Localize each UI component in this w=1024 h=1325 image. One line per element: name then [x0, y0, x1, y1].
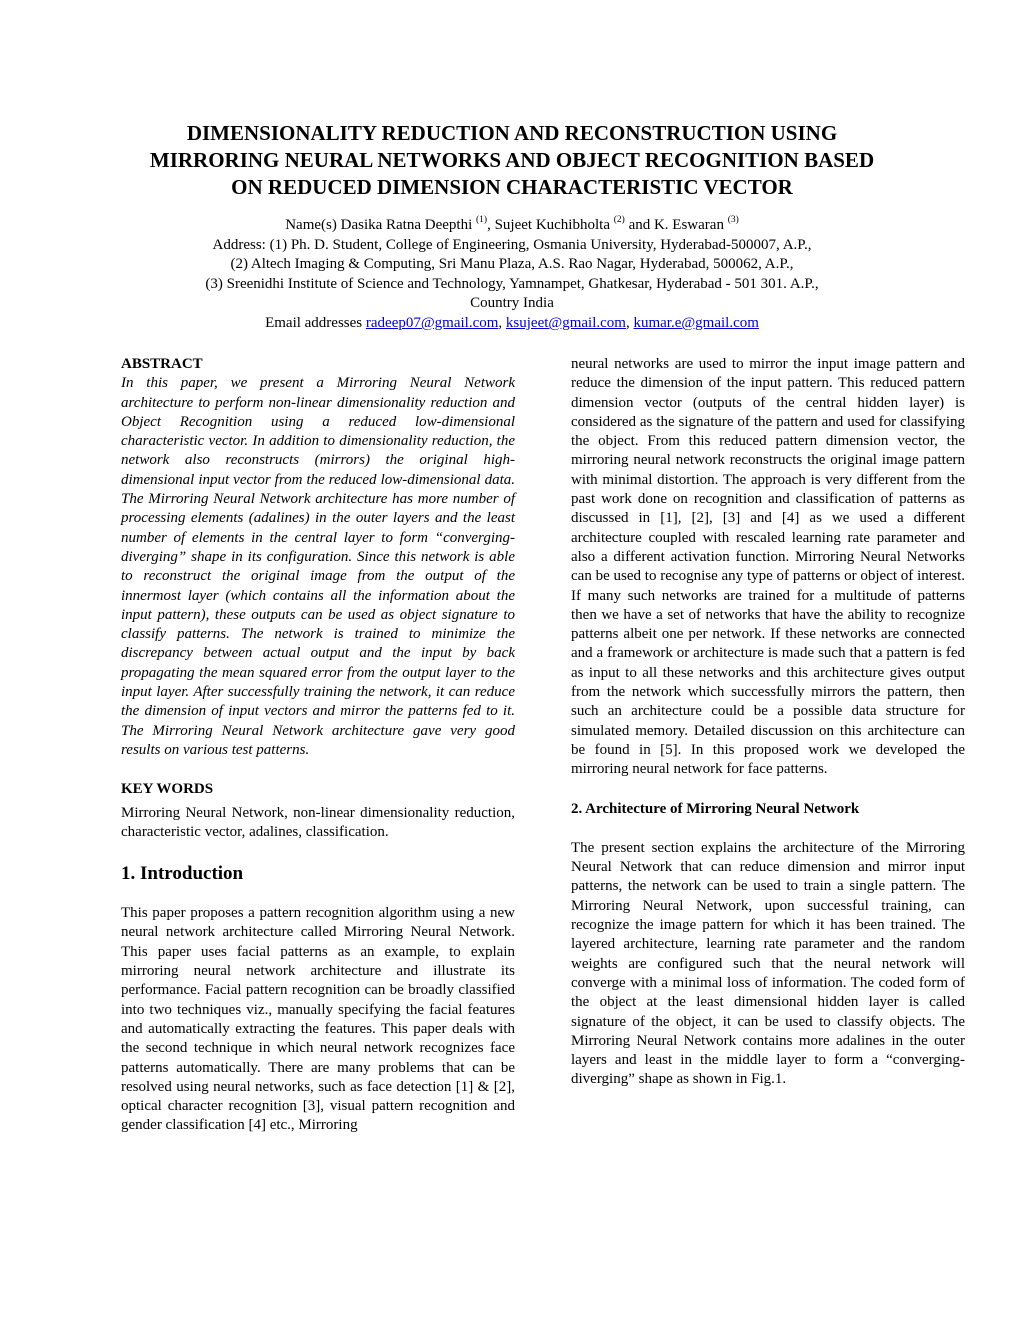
introduction-text: This paper proposes a pattern recognition algorithm using a new neural network architecture called Mirroring Neural Network. This paper uses facial patterns as an example, to explain mirroring neural network architecture and illustrate its performance. Facial pattern recognition can be broadly classified into two techniques viz., manually specifying the facial features and automatically extracting the features. This paper deals with the second technique in which neural network recognizes face patterns automatically. There are many problems that can be resolved using neural networks, such as face detection [1] & [2], optical character recognition [3], visual pattern recognition and gender classification [4] etc., Mirroring	[121, 905, 515, 1134]
address-line: Address: (1) Ph. D. Student, College of Engineering, Osmania University, Hyderabad-500007, A.P.,	[212, 236, 812, 253]
email-link-3[interactable]: kumar.e@gmail.com	[633, 314, 759, 331]
introduction-continuation: neural networks are used to mirror the input image pattern and reduce the dimension of the input pattern. This reduced pattern dimension vector (outputs of the central hidden layer) is considered as the signature of the pattern and used for classifying the object. From this reduced pattern dimension vector, the mirroring neural network reconstructs the original image pattern with minimal distortion. The approach is very different from the past work done on recognition and classification of patterns as discussed in [1], [2], [3] and [4] as we used a different architecture coupled with rescaled learning rate parameter and also a different activation function. Mirroring Neural Networks can be used to recognise any type of patterns or object of interest. If many such networks are trained for a multitude of patterns then we have a set of networks that have the ability to recognize patterns albeit one per network. If these networks are connected and a framework or architecture is made such that a pattern is fed as input to all these networks and this architecture gives output from the network which successfully mirrors the pattern, then such an architecture could be a possible data structure for simulated memory. Detailed discussion on this architecture can be found in [5]. In this proposed work we developed the mirroring neural network for face patterns.	[571, 356, 965, 778]
affiliation-mark-2: (2)	[613, 215, 625, 225]
abstract-heading: ABSTRACT	[121, 356, 203, 372]
email-link-2[interactable]: ksujeet@gmail.com	[505, 314, 626, 331]
email-line	[60, 314, 964, 334]
author-2: , Sujeet Kuchibholta	[487, 217, 610, 233]
keywords-heading: KEY WORDS	[121, 781, 214, 798]
email-separator: ,	[625, 314, 634, 331]
affiliation-mark-3: (3)	[727, 215, 739, 225]
paper-title	[100, 120, 924, 201]
email-link-1[interactable]: radeep07@gmail.com	[365, 314, 499, 331]
title-line: DIMENSIONALITY REDUCTION AND RECONSTRUCTION USING	[186, 121, 838, 145]
email-label: Email addresses	[265, 314, 366, 331]
address-country: Country India	[470, 295, 554, 312]
title-line: MIRRORING NEURAL NETWORKS AND OBJECT RECOGNITION BASED	[149, 148, 875, 172]
abstract-text: In this paper, we present a Mirroring Neural Network architecture to perform non-linear dimensionality reduction and Object Recognition using a reduced low-dimensional characteristic vector. In addition to dimensionality reduction, the network also reconstructs (mirrors) the original high-dimensional input vector from the reduced low-dimensional data. The Mirroring Neural Network architecture has more number of processing elements (adalines) in the outer layers and the least number of elements in the central layer to form “converging-diverging” shape in its configuration. Since this network is able to reconstruct the original image from the output of the innermost layer (which contains all the information about the input pattern), these outputs can be used as object signature to classify patterns. The network is trained to minimize the discrepancy between actual output and the input by back propagating the mean squared error from the output layer to the input layer. After successfully training the network, it can reduce the dimension of input vectors and mirror the patterns fed to it. The Mirroring Neural Network architecture gave very good results on various test patterns.	[121, 375, 515, 758]
author-names	[60, 216, 964, 236]
right-column	[571, 355, 965, 1090]
email-separator: ,	[498, 314, 506, 331]
architecture-text: The present section explains the architecture of the Mirroring Neural Network that can reduce dimension and mirror input patterns, the network can be used to train a single pattern. The Mirroring Neural Network, upon successful training, can recognize the image pattern for which it has been trained. The layered architecture, learning rate parameter and the random weights are configured such that the neural network will converge with a minimal loss of information. The coded form of the object at the least dimensional hidden layer is called signature of the object, it can be used to classify objects. The Mirroring Neural Network contains more adalines in the outer layers and least in the middle layer to form a “converging-diverging” shape as shown in Fig.1.	[571, 839, 965, 1088]
architecture-heading: 2. Architecture of Mirroring Neural Network	[571, 800, 860, 817]
introduction-heading: 1. Introduction	[121, 863, 244, 885]
address-line: (3) Sreenidhi Institute of Science and Technology, Yamnampet, Ghatkesar, Hyderabad - 501 301. A.P.,	[205, 275, 819, 292]
title-line: ON REDUCED DIMENSION CHARACTERISTIC VECTOR	[231, 175, 793, 199]
left-column	[121, 355, 515, 1136]
author-block	[60, 216, 964, 334]
address-line: (2) Altech Imaging & Computing, Sri Manu Plaza, A.S. Rao Nagar, Hyderabad, 500062, A.P.,	[230, 256, 794, 273]
author-1: Name(s) Dasika Ratna Deepthi	[285, 217, 473, 233]
author-3: and K. Eswaran	[624, 217, 724, 233]
affiliation-mark-1: (1)	[476, 215, 488, 225]
keywords-text: Mirroring Neural Network, non-linear dimensionality reduction, characteristic vector, adalines, classification.	[121, 804, 515, 840]
